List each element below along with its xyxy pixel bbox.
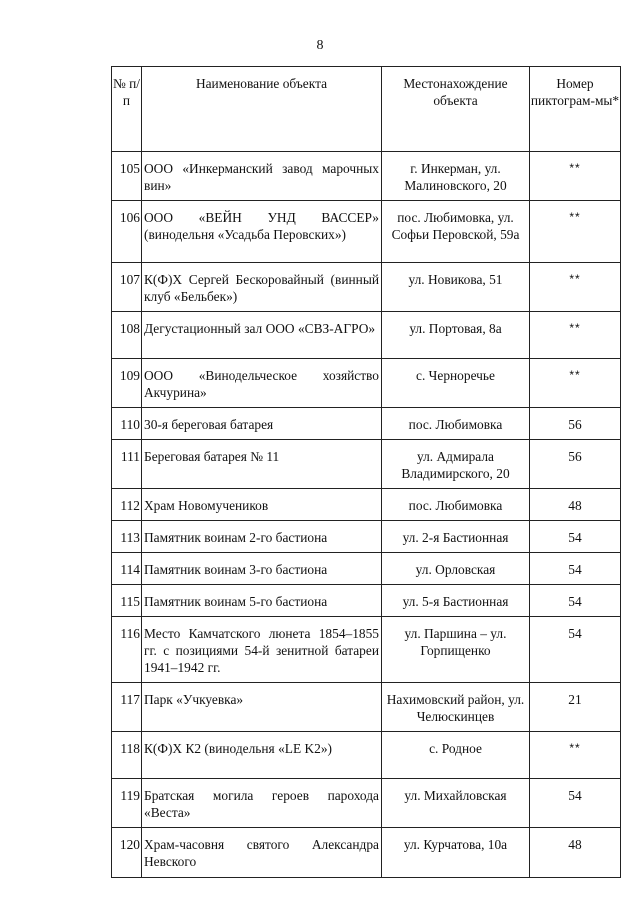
objects-table xyxy=(111,66,621,878)
row-num: 110 xyxy=(112,408,142,440)
row-pictogram: 21 xyxy=(530,683,621,732)
row-pictogram: 54 xyxy=(530,585,621,617)
row-location: ул. Портовая, 8а xyxy=(382,312,530,359)
row-num: 120 xyxy=(112,828,142,878)
row-num: 116 xyxy=(112,617,142,683)
row-pictogram: ** xyxy=(530,263,621,312)
header-name: Наименование объекта xyxy=(142,67,382,152)
row-name: 30-я береговая батарея xyxy=(142,408,382,440)
row-location: ул. 2-я Бастионная xyxy=(382,521,530,553)
row-location: с. Черноречье xyxy=(382,359,530,408)
table-row xyxy=(112,732,621,779)
table-row xyxy=(112,263,621,312)
row-num: 115 xyxy=(112,585,142,617)
table-row xyxy=(112,617,621,683)
row-name: ООО «Винодельческое хозяйство Акчурина» xyxy=(142,359,382,408)
page-number: 8 xyxy=(316,38,324,53)
row-pictogram: 54 xyxy=(530,617,621,683)
row-pictogram: 56 xyxy=(530,440,621,489)
row-pictogram: 48 xyxy=(530,828,621,878)
row-num: 118 xyxy=(112,732,142,779)
row-num: 109 xyxy=(112,359,142,408)
row-location: с. Родное xyxy=(382,732,530,779)
row-location: ул. Паршина – ул. Горпищенко xyxy=(382,617,530,683)
row-location: ул. Курчатова, 10а xyxy=(382,828,530,878)
row-name: ООО «Инкерманский завод марочных вин» xyxy=(142,152,382,201)
row-location: Нахимовский район, ул. Челюскинцев xyxy=(382,683,530,732)
row-name: Парк «Учкуевка» xyxy=(142,683,382,732)
row-pictogram: ** xyxy=(530,312,621,359)
table-row xyxy=(112,312,621,359)
row-pictogram: 54 xyxy=(530,521,621,553)
row-num: 106 xyxy=(112,201,142,263)
row-num: 107 xyxy=(112,263,142,312)
header-location: Местонахождение объекта xyxy=(382,67,530,152)
row-name: К(Ф)Х К2 (винодельня «LE K2») xyxy=(142,732,382,779)
table-row xyxy=(112,828,621,878)
row-pictogram: 56 xyxy=(530,408,621,440)
row-location: ул. Михайловская xyxy=(382,779,530,828)
row-pictogram: 54 xyxy=(530,553,621,585)
table-row xyxy=(112,201,621,263)
table-row xyxy=(112,152,621,201)
row-name: ООО «ВЕЙН УНД ВАССЕР» (винодельня «Усадьба Перовских») xyxy=(142,201,382,263)
table-row xyxy=(112,585,621,617)
row-num: 112 xyxy=(112,489,142,521)
row-pictogram: ** xyxy=(530,152,621,201)
table-row xyxy=(112,521,621,553)
table-header-row xyxy=(112,67,621,152)
row-pictogram: ** xyxy=(530,201,621,263)
row-location: пос. Любимовка, ул. Софьи Перовской, 59а xyxy=(382,201,530,263)
row-name: Дегустационный зал ООО «СВЗ-АГРО» xyxy=(142,312,382,359)
row-pictogram: ** xyxy=(530,732,621,779)
row-location: г. Инкерман, ул. Малиновского, 20 xyxy=(382,152,530,201)
table-row xyxy=(112,440,621,489)
row-location: ул. Адмирала Владимирского, 20 xyxy=(382,440,530,489)
row-location: пос. Любимовка xyxy=(382,408,530,440)
row-name: Братская могила героев парохода «Веста» xyxy=(142,779,382,828)
row-name: Береговая батарея № 11 xyxy=(142,440,382,489)
row-name: Памятник воинам 5-го бастиона xyxy=(142,585,382,617)
row-location: ул. Новикова, 51 xyxy=(382,263,530,312)
table-row xyxy=(112,408,621,440)
row-location: ул. 5-я Бастионная xyxy=(382,585,530,617)
row-name: Памятник воинам 2-го бастиона xyxy=(142,521,382,553)
header-num: № п/п xyxy=(112,67,142,152)
table-row xyxy=(112,553,621,585)
row-num: 113 xyxy=(112,521,142,553)
row-name: К(Ф)Х Сергей Бескоровайный (винный клуб «Бельбек») xyxy=(142,263,382,312)
row-name: Памятник воинам 3-го бастиона xyxy=(142,553,382,585)
row-num: 114 xyxy=(112,553,142,585)
row-num: 117 xyxy=(112,683,142,732)
row-name: Храм-часовня святого Александра Невского xyxy=(142,828,382,878)
table-row xyxy=(112,489,621,521)
row-location: пос. Любимовка xyxy=(382,489,530,521)
table-row xyxy=(112,683,621,732)
row-pictogram: 54 xyxy=(530,779,621,828)
row-num: 111 xyxy=(112,440,142,489)
row-pictogram: ** xyxy=(530,359,621,408)
table-row xyxy=(112,779,621,828)
row-name: Храм Новомучеников xyxy=(142,489,382,521)
row-num: 119 xyxy=(112,779,142,828)
header-pictogram: Номер пиктограм-мы* xyxy=(530,67,621,152)
row-name: Место Камчатского люнета 1854–1855 гг. с позициями 54-й зенитной батареи 1941–1942 гг. xyxy=(142,617,382,683)
row-location: ул. Орловская xyxy=(382,553,530,585)
row-pictogram: 48 xyxy=(530,489,621,521)
table-row xyxy=(112,359,621,408)
table-body xyxy=(112,152,621,878)
row-num: 105 xyxy=(112,152,142,201)
row-num: 108 xyxy=(112,312,142,359)
